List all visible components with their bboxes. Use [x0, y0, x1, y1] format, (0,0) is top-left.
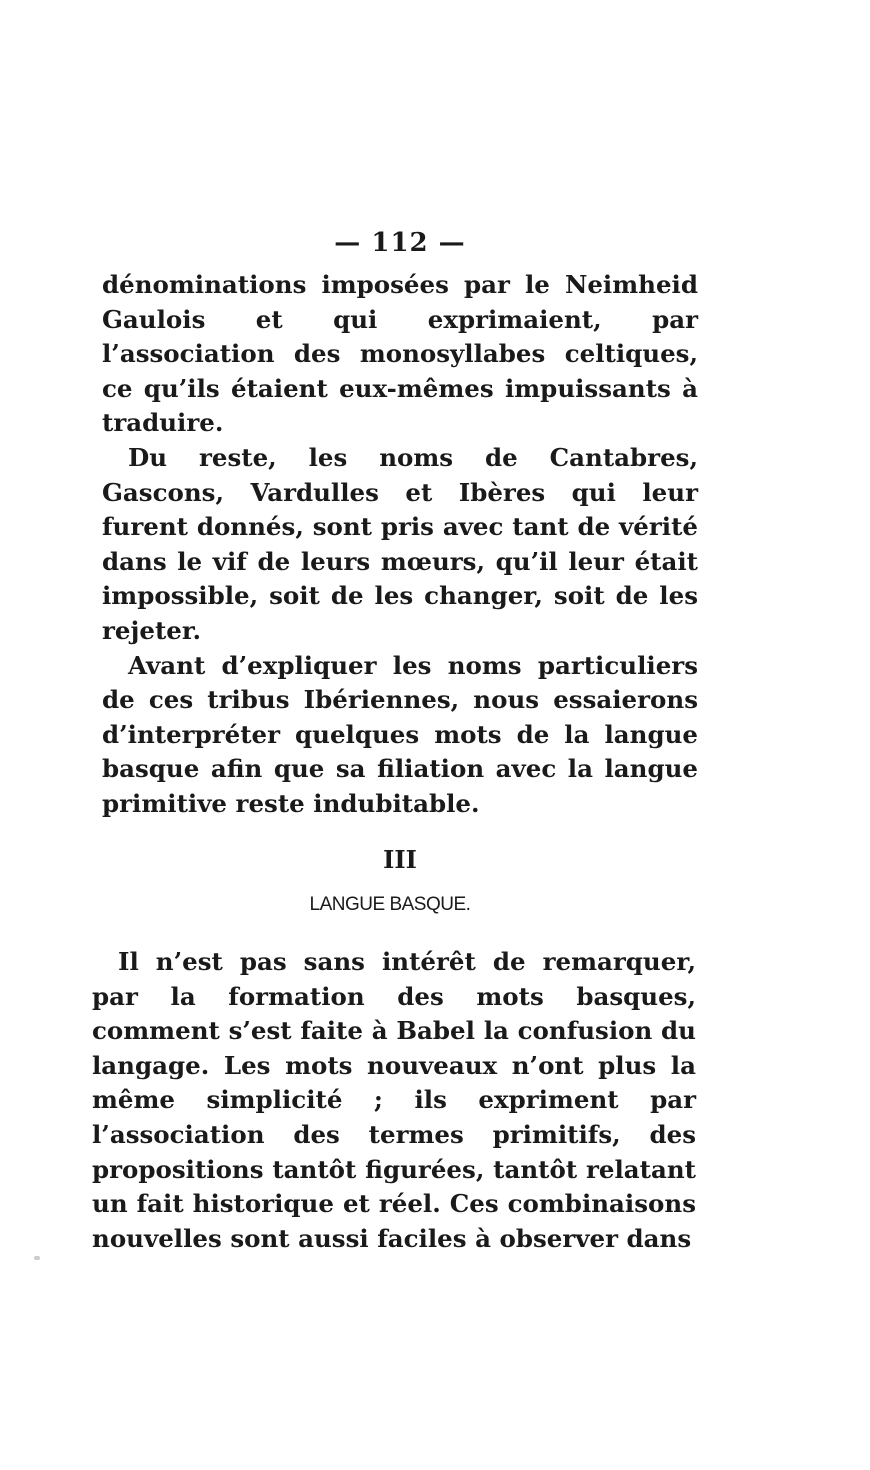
- paragraph: Avant d’expliquer les noms particuliers de ces tribus Ibériennes, nous essaierons d’interpréter quelques mots de la langue basque afin que sa filiation avec la langue primitive reste indubitable.: [102, 650, 698, 818]
- paragraph: dénominations imposées par le Neimheid Gaulois et qui exprimaient, par l’association des monosyllabes celtiques, ce qu’ils étaient eux-mêmes impuissants à traduire.: [102, 270, 698, 438]
- body-text-top: [102, 268, 698, 822]
- paragraph: Il n’est pas sans intérêt de remarquer, par la formation des mots basques, comment s’est faite à Babel la confusion du langage. Les mots nouveaux n’ont plus la même simplicité ; ils expriment par l’association des termes primitifs, des propositions tantôt figurées, tantôt relatant un fait historique et réel. Ces combinaisons nouvelles sont aussi faciles à observer dans: [92, 947, 696, 1253]
- paragraph: Du reste, les noms de Cantabres, Gascons, Vardulles et Ibères qui leur furent donnés, sont pris avec tant de vérité dans le vif de leurs mœurs, qu’il leur était impossible, soit de les changer, soit de les rejeter.: [102, 442, 698, 645]
- section-number: III: [383, 845, 417, 874]
- section-title: LANGUE BASQUE.: [309, 894, 471, 915]
- page-number: — 112 —: [334, 228, 466, 258]
- body-text-bottom: [92, 945, 696, 1256]
- paper-speck: [34, 1256, 40, 1260]
